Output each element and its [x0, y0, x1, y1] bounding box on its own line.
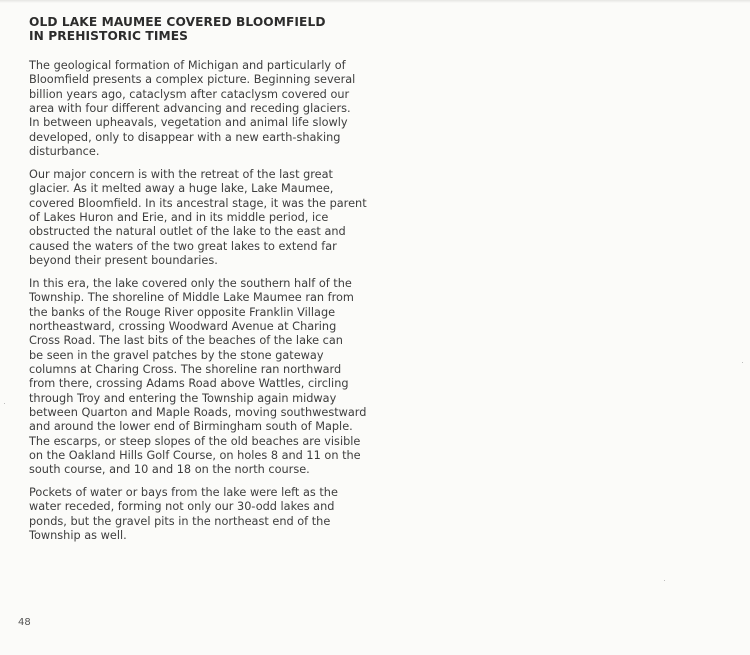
text-line: from there, crossing Adams Road above Wattles, circling — [29, 377, 349, 391]
text-line: The geological formation of Michigan and particularly of — [29, 59, 346, 72]
text-line: covered Bloomfield. In its ancestral stage, it was the parent — [29, 196, 367, 210]
text-line: the banks of the Rouge River opposite Franklin Village — [29, 305, 336, 319]
page-number: 48 — [18, 617, 31, 628]
article-body — [29, 59, 381, 552]
text-line: In this era, the lake covered only the southern half of the — [29, 276, 352, 290]
text-line: Bloomfield presents a complex picture. Beginning several — [29, 73, 356, 87]
scan-speck — [664, 580, 665, 581]
text-line: water receded, forming not only our 30-odd lakes and — [29, 500, 335, 514]
scan-speck — [742, 362, 743, 363]
text-line: northeastward, crossing Woodward Avenue at Charing — [29, 319, 337, 333]
text-line: Township. The shoreline of Middle Lake Maumee ran from — [29, 291, 354, 305]
text-line: and around the lower end of Birmingham south of Maple. — [29, 420, 353, 434]
text-line: glacier. As it melted away a huge lake, Lake Maumee, — [29, 182, 334, 196]
text-line: between Quarton and Maple Roads, moving southwestward — [29, 405, 367, 419]
text-line: ponds, but the gravel pits in the northeast end of the — [29, 514, 331, 528]
text-line: Township as well. — [29, 529, 127, 543]
text-line: through Troy and entering the Township again midway — [29, 391, 337, 405]
text-line: developed, only to disappear with a new earth-shaking — [29, 130, 341, 144]
text-line: on the Oakland Hills Golf Course, on holes 8 and 11 on the — [29, 448, 361, 462]
text-line: beyond their present boundaries. — [29, 253, 218, 267]
text-line: Our major concern is with the retreat of the last great — [29, 167, 333, 181]
paragraph-3 — [29, 277, 381, 478]
text-line: billion years ago, cataclysm after cataclysm covered our — [29, 87, 350, 101]
text-line: The escarps, or steep slopes of the old beaches are visible — [29, 434, 361, 448]
text-line: of Lakes Huron and Erie, and in its middle period, ice — [29, 210, 329, 224]
text-line: In between upheavals, vegetation and animal life slowly — [29, 116, 348, 130]
paragraph-2 — [29, 168, 381, 268]
text-line: area with four different advancing and receding glaciers. — [29, 102, 351, 116]
page-edge — [0, 0, 750, 3]
text-line: be seen in the gravel patches by the stone gateway — [29, 348, 324, 362]
paragraph-4 — [29, 486, 381, 543]
title-line: OLD LAKE MAUMEE COVERED BLOOMFIELD — [29, 15, 326, 29]
scan-speck — [4, 403, 5, 404]
text-line: Cross Road. The last bits of the beaches of the lake can — [29, 334, 343, 348]
paragraph-1 — [29, 59, 381, 159]
page-title — [29, 15, 326, 43]
text-line: obstructed the natural outlet of the lake to the east and — [29, 225, 346, 239]
title-line: IN PREHISTORIC TIMES — [29, 29, 188, 43]
text-line: south course, and 10 and 18 on the north course. — [29, 463, 310, 477]
text-line: caused the waters of the two great lakes to extend far — [29, 239, 337, 253]
text-line: Pockets of water or bays from the lake were left as the — [29, 486, 338, 500]
text-line: columns at Charing Cross. The shoreline ran northward — [29, 362, 342, 376]
text-line: disturbance. — [29, 145, 100, 159]
